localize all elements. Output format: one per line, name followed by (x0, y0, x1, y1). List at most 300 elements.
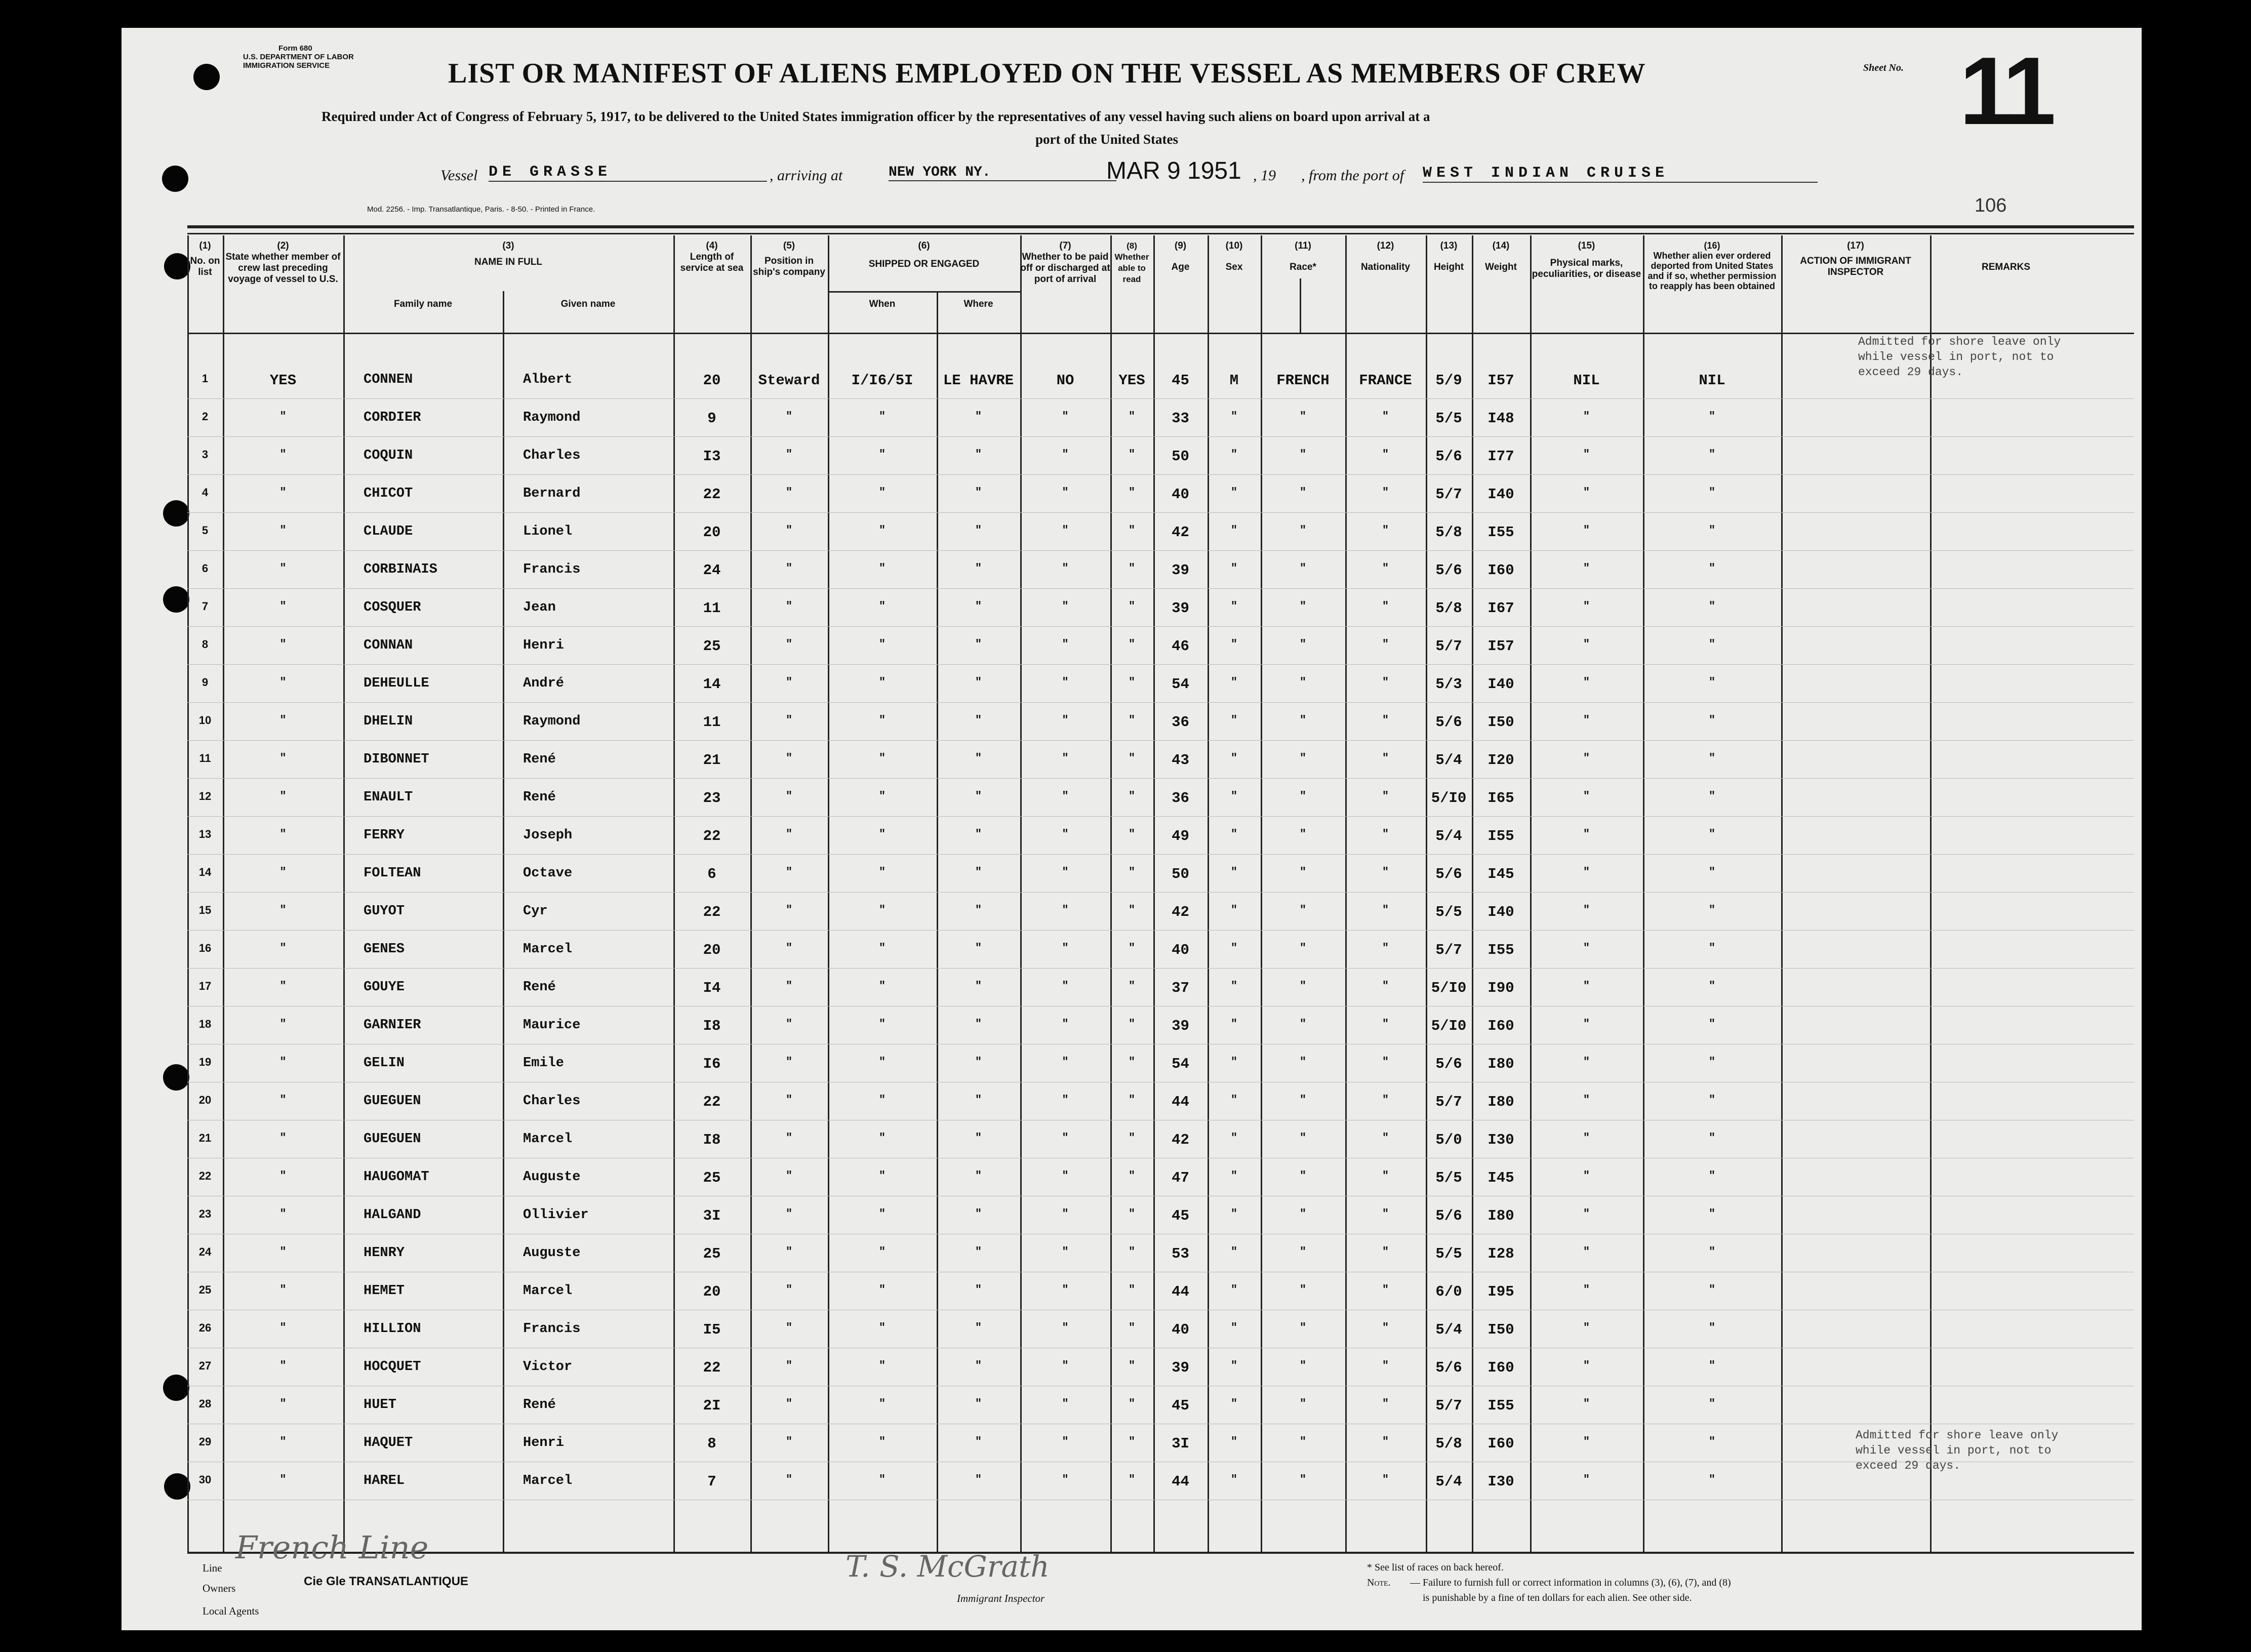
cell-paid: " (1062, 1359, 1069, 1372)
cell-when: " (878, 1207, 886, 1220)
cell-position: " (785, 1321, 793, 1334)
cell-read: " (1128, 562, 1136, 575)
cell-read: " (1128, 1207, 1136, 1220)
cell-marks: " (1583, 524, 1590, 537)
cell-when: " (878, 942, 886, 954)
cell-nat: " (1382, 486, 1389, 499)
cell-family: HEMET (364, 1283, 405, 1299)
cell-position: " (785, 410, 793, 423)
cell-nat: " (1382, 714, 1389, 727)
cell-when: " (878, 676, 886, 689)
cell-no: 4 (202, 486, 209, 499)
cell-height: 5/6 (1435, 1359, 1462, 1376)
cell-paid: " (1062, 1283, 1069, 1296)
col-header-11: (11) Race* (1290, 240, 1316, 272)
cell-deported: " (1708, 752, 1716, 764)
cell-weight: I45 (1488, 1170, 1514, 1186)
stamp-number: 106 (1975, 195, 2007, 216)
cell-marks: " (1583, 1056, 1590, 1068)
note-line-1: — Failure to furnish full or correct information in columns (3), (6), (7), and (8) (1410, 1577, 1731, 1588)
cell-deported: " (1708, 486, 1716, 499)
arriving-label: , arriving at (770, 167, 843, 184)
cell-where: " (975, 1245, 982, 1258)
cell-no: 26 (198, 1321, 212, 1334)
cell-age: 42 (1172, 904, 1189, 920)
cell-position: " (785, 1207, 793, 1220)
cell-deported: " (1708, 1094, 1716, 1106)
cell-read: " (1128, 828, 1136, 840)
cell-family: COSQUER (364, 600, 421, 615)
col-rule (828, 235, 829, 1552)
cell-sex: " (1230, 1056, 1238, 1068)
col-header-1: (1) No. on list (190, 240, 220, 277)
cell-service: 20 (703, 372, 721, 389)
cell-prev: " (279, 410, 287, 423)
row-rule (187, 550, 2134, 551)
cell-height: 5/8 (1435, 1435, 1462, 1452)
cell-where: " (975, 1170, 982, 1182)
arriving-port: NEW YORK NY. (889, 165, 1116, 181)
cell-paid: " (1062, 752, 1069, 764)
cell-prev: " (279, 828, 287, 840)
cell-where: " (975, 1435, 982, 1448)
cell-family: DEHEULLE (364, 676, 429, 691)
cell-no: 10 (198, 714, 212, 727)
cell-marks: " (1583, 486, 1590, 499)
cell-where: " (975, 1094, 982, 1106)
cell-height: 5/8 (1435, 600, 1462, 617)
cell-age: 53 (1172, 1245, 1189, 1262)
cell-race: " (1299, 1359, 1307, 1372)
cell-deported: " (1708, 790, 1716, 802)
cell-prev: " (279, 1056, 287, 1068)
cell-where: LE HAVRE (943, 372, 1014, 389)
cell-deported: " (1708, 448, 1716, 461)
cell-position: " (785, 828, 793, 840)
cell-sex: " (1230, 1132, 1238, 1144)
punch-hole (163, 1064, 189, 1091)
cell-given: René (523, 980, 556, 995)
cell-paid: " (1062, 486, 1069, 499)
cell-deported: " (1708, 980, 1716, 992)
col-header-3: (3) NAME IN FULL (474, 240, 543, 267)
cell-age: 42 (1172, 1132, 1189, 1148)
cell-deported: " (1708, 1170, 1716, 1182)
cell-no: 25 (198, 1283, 212, 1296)
from-label: , from the port of (1301, 167, 1404, 184)
col-rule (1930, 235, 1932, 1552)
cell-no: 8 (202, 638, 209, 651)
cell-family: HAUGOMAT (364, 1170, 429, 1185)
cell-when: " (878, 752, 886, 764)
cell-prev: " (279, 1359, 287, 1372)
cell-given: Maurice (523, 1018, 581, 1033)
cell-family: HILLION (364, 1321, 421, 1337)
cell-age: 39 (1172, 1018, 1189, 1034)
cell-when: " (878, 980, 886, 992)
remark-top: Admitted for shore leave only while vessel in port, not to exceed 29 days. (1858, 335, 2061, 379)
cell-service: 14 (703, 676, 721, 693)
col-header-4: (4) Length of service at sea (680, 240, 744, 273)
cell-paid: " (1062, 1132, 1069, 1144)
cell-read: " (1128, 410, 1136, 423)
manifest-sheet (122, 28, 2142, 1630)
cell-given: Bernard (523, 486, 581, 501)
cell-service: I3 (703, 448, 721, 465)
cell-sex: " (1230, 1094, 1238, 1106)
cell-marks: " (1583, 1094, 1590, 1106)
cell-height: 5/4 (1435, 828, 1462, 844)
cell-weight: I77 (1488, 448, 1514, 465)
cell-service: 3I (703, 1207, 721, 1224)
cell-no: 15 (198, 904, 212, 916)
cell-where: " (975, 714, 982, 727)
cell-race: " (1299, 1094, 1307, 1106)
cell-race: " (1299, 790, 1307, 802)
col-rule (1208, 235, 1209, 1552)
note-label: Note. (1367, 1577, 1391, 1588)
cell-deported: " (1708, 1473, 1716, 1486)
cell-weight: I67 (1488, 600, 1514, 617)
cell-sex: M (1229, 372, 1239, 389)
cell-nat: FRANCE (1359, 372, 1412, 389)
col-header-13: (13) Height (1433, 240, 1464, 272)
cell-paid: " (1062, 828, 1069, 840)
cell-family: GUEGUEN (364, 1132, 421, 1147)
cell-given: Francis (523, 562, 581, 577)
cell-deported: " (1708, 676, 1716, 689)
col-header-10: (10) Sex (1225, 240, 1243, 272)
vessel-name: DE GRASSE (489, 164, 767, 182)
cell-family: ENAULT (364, 790, 413, 805)
cell-where: " (975, 1207, 982, 1220)
cell-weight: I60 (1488, 1435, 1514, 1452)
cell-marks: " (1583, 1397, 1590, 1410)
cell-given: Joseph (523, 828, 573, 843)
punch-hole (193, 64, 220, 90)
cell-given: Ollivier (523, 1207, 589, 1223)
cell-deported: " (1708, 410, 1716, 423)
cell-nat: " (1382, 448, 1389, 461)
cell-when: " (878, 1435, 886, 1448)
row-rule (187, 702, 2134, 703)
table-top-rule (187, 225, 2134, 228)
form-block (243, 44, 354, 70)
cell-weight: I90 (1488, 980, 1514, 996)
cell-when: " (878, 1170, 886, 1182)
cell-sex: " (1230, 524, 1238, 537)
cell-age: 43 (1172, 752, 1189, 769)
col-rule (1530, 235, 1532, 1552)
cell-weight: I45 (1488, 866, 1514, 882)
cell-paid: " (1062, 562, 1069, 575)
cell-race: " (1299, 410, 1307, 423)
cell-paid: " (1062, 676, 1069, 689)
cell-read: " (1128, 448, 1136, 461)
cell-no: 9 (202, 676, 209, 689)
cell-no: 5 (202, 524, 209, 537)
row-rule (187, 436, 2134, 437)
cell-sex: " (1230, 1245, 1238, 1258)
col-header-15: (15) Physical marks, peculiarities, or disease (1532, 240, 1641, 279)
cell-position: " (785, 1283, 793, 1296)
cell-service: 21 (703, 752, 721, 769)
cell-paid: " (1062, 600, 1069, 613)
owners: Cie Gle TRANSATLANTIQUE (304, 1575, 468, 1588)
cell-position: " (785, 1435, 793, 1448)
cell-race: " (1299, 1170, 1307, 1182)
cell-position: " (785, 1170, 793, 1182)
cell-family: CORBINAIS (364, 562, 437, 577)
cell-prev: " (279, 904, 287, 916)
cell-age: 36 (1172, 790, 1189, 807)
cell-position: " (785, 1473, 793, 1486)
col-rule (1472, 235, 1473, 1552)
cell-deported: " (1708, 828, 1716, 840)
cell-weight: I40 (1488, 486, 1514, 503)
cell-family: CORDIER (364, 410, 421, 425)
cell-deported: " (1708, 1435, 1716, 1448)
row-rule (187, 664, 2134, 665)
cell-marks: " (1583, 790, 1590, 802)
cell-given: René (523, 790, 556, 805)
cell-age: 39 (1172, 1359, 1189, 1376)
cell-nat: " (1382, 1245, 1389, 1258)
col-header-17: (17) ACTION OF IMMIGRANT INSPECTOR (1800, 240, 1911, 277)
form-number: Form 680 (278, 44, 312, 53)
cell-weight: I80 (1488, 1094, 1514, 1110)
cell-given: Auguste (523, 1170, 581, 1185)
cell-service: I4 (703, 980, 721, 996)
cell-weight: I55 (1488, 942, 1514, 958)
cell-race: " (1299, 1435, 1307, 1448)
cell-prev: " (279, 1132, 287, 1144)
cell-paid: " (1062, 1435, 1069, 1448)
cell-service: I6 (703, 1056, 721, 1072)
cell-sex: " (1230, 1321, 1238, 1334)
col-rule (187, 235, 189, 1552)
cell-position: " (785, 942, 793, 954)
cell-age: 46 (1172, 638, 1189, 655)
cell-when: I/I6/5I (851, 372, 913, 389)
cell-height: 5/4 (1435, 1321, 1462, 1338)
cell-read: " (1128, 790, 1136, 802)
cell-no: 29 (198, 1435, 212, 1448)
cell-race: " (1299, 1056, 1307, 1068)
cell-when: " (878, 1321, 886, 1334)
cell-family: HALGAND (364, 1207, 421, 1223)
cell-height: 5/6 (1435, 448, 1462, 465)
cell-race: " (1299, 904, 1307, 916)
cell-prev: " (279, 1207, 287, 1220)
cell-no: 18 (198, 1018, 212, 1030)
cell-where: " (975, 1359, 982, 1372)
cell-marks: " (1583, 714, 1590, 727)
cell-marks: " (1583, 1321, 1590, 1334)
service: IMMIGRATION SERVICE (243, 61, 330, 70)
cell-age: 39 (1172, 600, 1189, 617)
cell-marks: " (1583, 1435, 1590, 1448)
cell-paid: " (1062, 1207, 1069, 1220)
cell-age: 40 (1172, 486, 1189, 503)
cell-when: " (878, 904, 886, 916)
row-rule (187, 968, 2134, 969)
col-header-3a: Family name (393, 299, 453, 309)
cell-age: 45 (1172, 1207, 1189, 1224)
col-header-2: (2) State whether member of crew last preceding voyage of vessel to U.S. (225, 240, 341, 285)
cell-family: DIBONNET (364, 752, 429, 767)
cell-where: " (975, 1473, 982, 1486)
cell-where: " (975, 980, 982, 992)
cell-position: Steward (758, 372, 820, 389)
cell-height: 5/7 (1435, 638, 1462, 655)
cell-when: " (878, 448, 886, 461)
cell-when: " (878, 1018, 886, 1030)
col-header-5: (5) Position in ship's company (753, 240, 825, 277)
remark-bottom: Admitted for shore leave only while vessel in port, not to exceed 29 days. (1856, 1429, 2059, 1472)
cell-family: HOCQUET (364, 1359, 421, 1375)
cell-deported: " (1708, 1056, 1716, 1068)
cell-age: 39 (1172, 562, 1189, 579)
cell-service: 22 (703, 486, 721, 503)
cell-position: " (785, 524, 793, 537)
cell-paid: " (1062, 410, 1069, 423)
punch-hole (164, 1473, 190, 1500)
cell-paid: " (1062, 904, 1069, 916)
cell-no: 24 (198, 1245, 212, 1258)
cell-age: 54 (1172, 676, 1189, 693)
cell-read: " (1128, 1056, 1136, 1068)
cell-nat: " (1382, 562, 1389, 575)
cell-no: 7 (202, 600, 209, 613)
cell-weight: I60 (1488, 1018, 1514, 1034)
punch-hole (163, 1375, 189, 1401)
cell-position: " (785, 1056, 793, 1068)
cell-read: " (1128, 866, 1136, 878)
cell-nat: " (1382, 828, 1389, 840)
cell-weight: I57 (1488, 638, 1514, 655)
cell-race: " (1299, 714, 1307, 727)
cell-sex: " (1230, 1018, 1238, 1030)
cell-weight: I80 (1488, 1056, 1514, 1072)
cell-weight: I65 (1488, 790, 1514, 807)
col-rule (1110, 235, 1112, 1552)
cell-when: " (878, 638, 886, 651)
cell-where: " (975, 486, 982, 499)
cell-prev: " (279, 752, 287, 764)
note-line-2: is punishable by a fine of ten dollars for each alien. See other side. (1423, 1592, 1692, 1603)
cell-service: 8 (707, 1435, 716, 1452)
cell-service: I8 (703, 1018, 721, 1034)
cell-sex: " (1230, 752, 1238, 764)
cell-race: FRENCH (1276, 372, 1330, 389)
cell-paid: " (1062, 942, 1069, 954)
cell-height: 5/I0 (1431, 980, 1467, 996)
cell-prev: " (279, 1473, 287, 1486)
cell-sex: " (1230, 676, 1238, 689)
cell-prev: " (279, 866, 287, 878)
cell-race: " (1299, 676, 1307, 689)
cell-deported: " (1708, 942, 1716, 954)
cell-read: " (1128, 904, 1136, 916)
cell-position: " (785, 448, 793, 461)
cell-position: " (785, 1245, 793, 1258)
cell-family: CLAUDE (364, 524, 413, 539)
col-header-6a: When (869, 299, 896, 309)
cell-race: " (1299, 942, 1307, 954)
cell-family: CONNAN (364, 638, 413, 653)
table-top-rule (187, 233, 2134, 234)
cell-service: 11 (703, 714, 721, 731)
row-rule (187, 930, 2134, 931)
cell-sex: " (1230, 562, 1238, 575)
cell-no: 12 (198, 790, 212, 802)
cell-service: 6 (707, 866, 716, 882)
cell-weight: I40 (1488, 676, 1514, 693)
col-rule (223, 235, 224, 1552)
cell-prev: " (279, 714, 287, 727)
row-rule (187, 398, 2134, 399)
cell-where: " (975, 600, 982, 613)
cell-where: " (975, 1056, 982, 1068)
cell-family: DHELIN (364, 714, 413, 729)
cell-read: " (1128, 1397, 1136, 1410)
cell-weight: I28 (1488, 1245, 1514, 1262)
cell-where: " (975, 1018, 982, 1030)
cell-nat: " (1382, 410, 1389, 423)
owners-label: Owners (203, 1582, 236, 1594)
cell-prev: " (279, 562, 287, 575)
cell-height: 5/0 (1435, 1132, 1462, 1148)
cell-deported: " (1708, 714, 1716, 727)
header-bottom-rule (187, 333, 2134, 334)
cell-weight: I80 (1488, 1207, 1514, 1224)
cell-prev: " (279, 1245, 287, 1258)
cell-no: 21 (198, 1132, 212, 1144)
cell-service: 20 (703, 942, 721, 958)
cell-given: Charles (523, 1094, 581, 1109)
cell-where: " (975, 1321, 982, 1334)
cell-sex: " (1230, 410, 1238, 423)
cell-family: HAREL (364, 1473, 405, 1488)
cell-sex: " (1230, 1473, 1238, 1486)
cell-race: " (1299, 1397, 1307, 1410)
col-rule (1345, 235, 1347, 1552)
cell-when: " (878, 1397, 886, 1410)
cell-when: " (878, 1245, 886, 1258)
col-header-18: REMARKS (1981, 262, 2031, 272)
row-rule (187, 740, 2134, 741)
cell-given: Henri (523, 638, 565, 653)
cell-read: " (1128, 1359, 1136, 1372)
cell-read: " (1128, 1018, 1136, 1030)
col-rule (1426, 235, 1427, 1552)
cell-nat: " (1382, 638, 1389, 651)
cell-family: GARNIER (364, 1018, 421, 1033)
cell-nat: " (1382, 676, 1389, 689)
cell-sex: " (1230, 1435, 1238, 1448)
cell-where: " (975, 866, 982, 878)
cell-race: " (1299, 1473, 1307, 1486)
cell-deported: " (1708, 600, 1716, 613)
cell-prev: " (279, 524, 287, 537)
cell-paid: " (1062, 1170, 1069, 1182)
cell-deported: " (1708, 638, 1716, 651)
cell-sex: " (1230, 1397, 1238, 1410)
cell-height: 5/3 (1435, 676, 1462, 693)
cell-given: Jean (523, 600, 556, 615)
cell-when: " (878, 1056, 886, 1068)
